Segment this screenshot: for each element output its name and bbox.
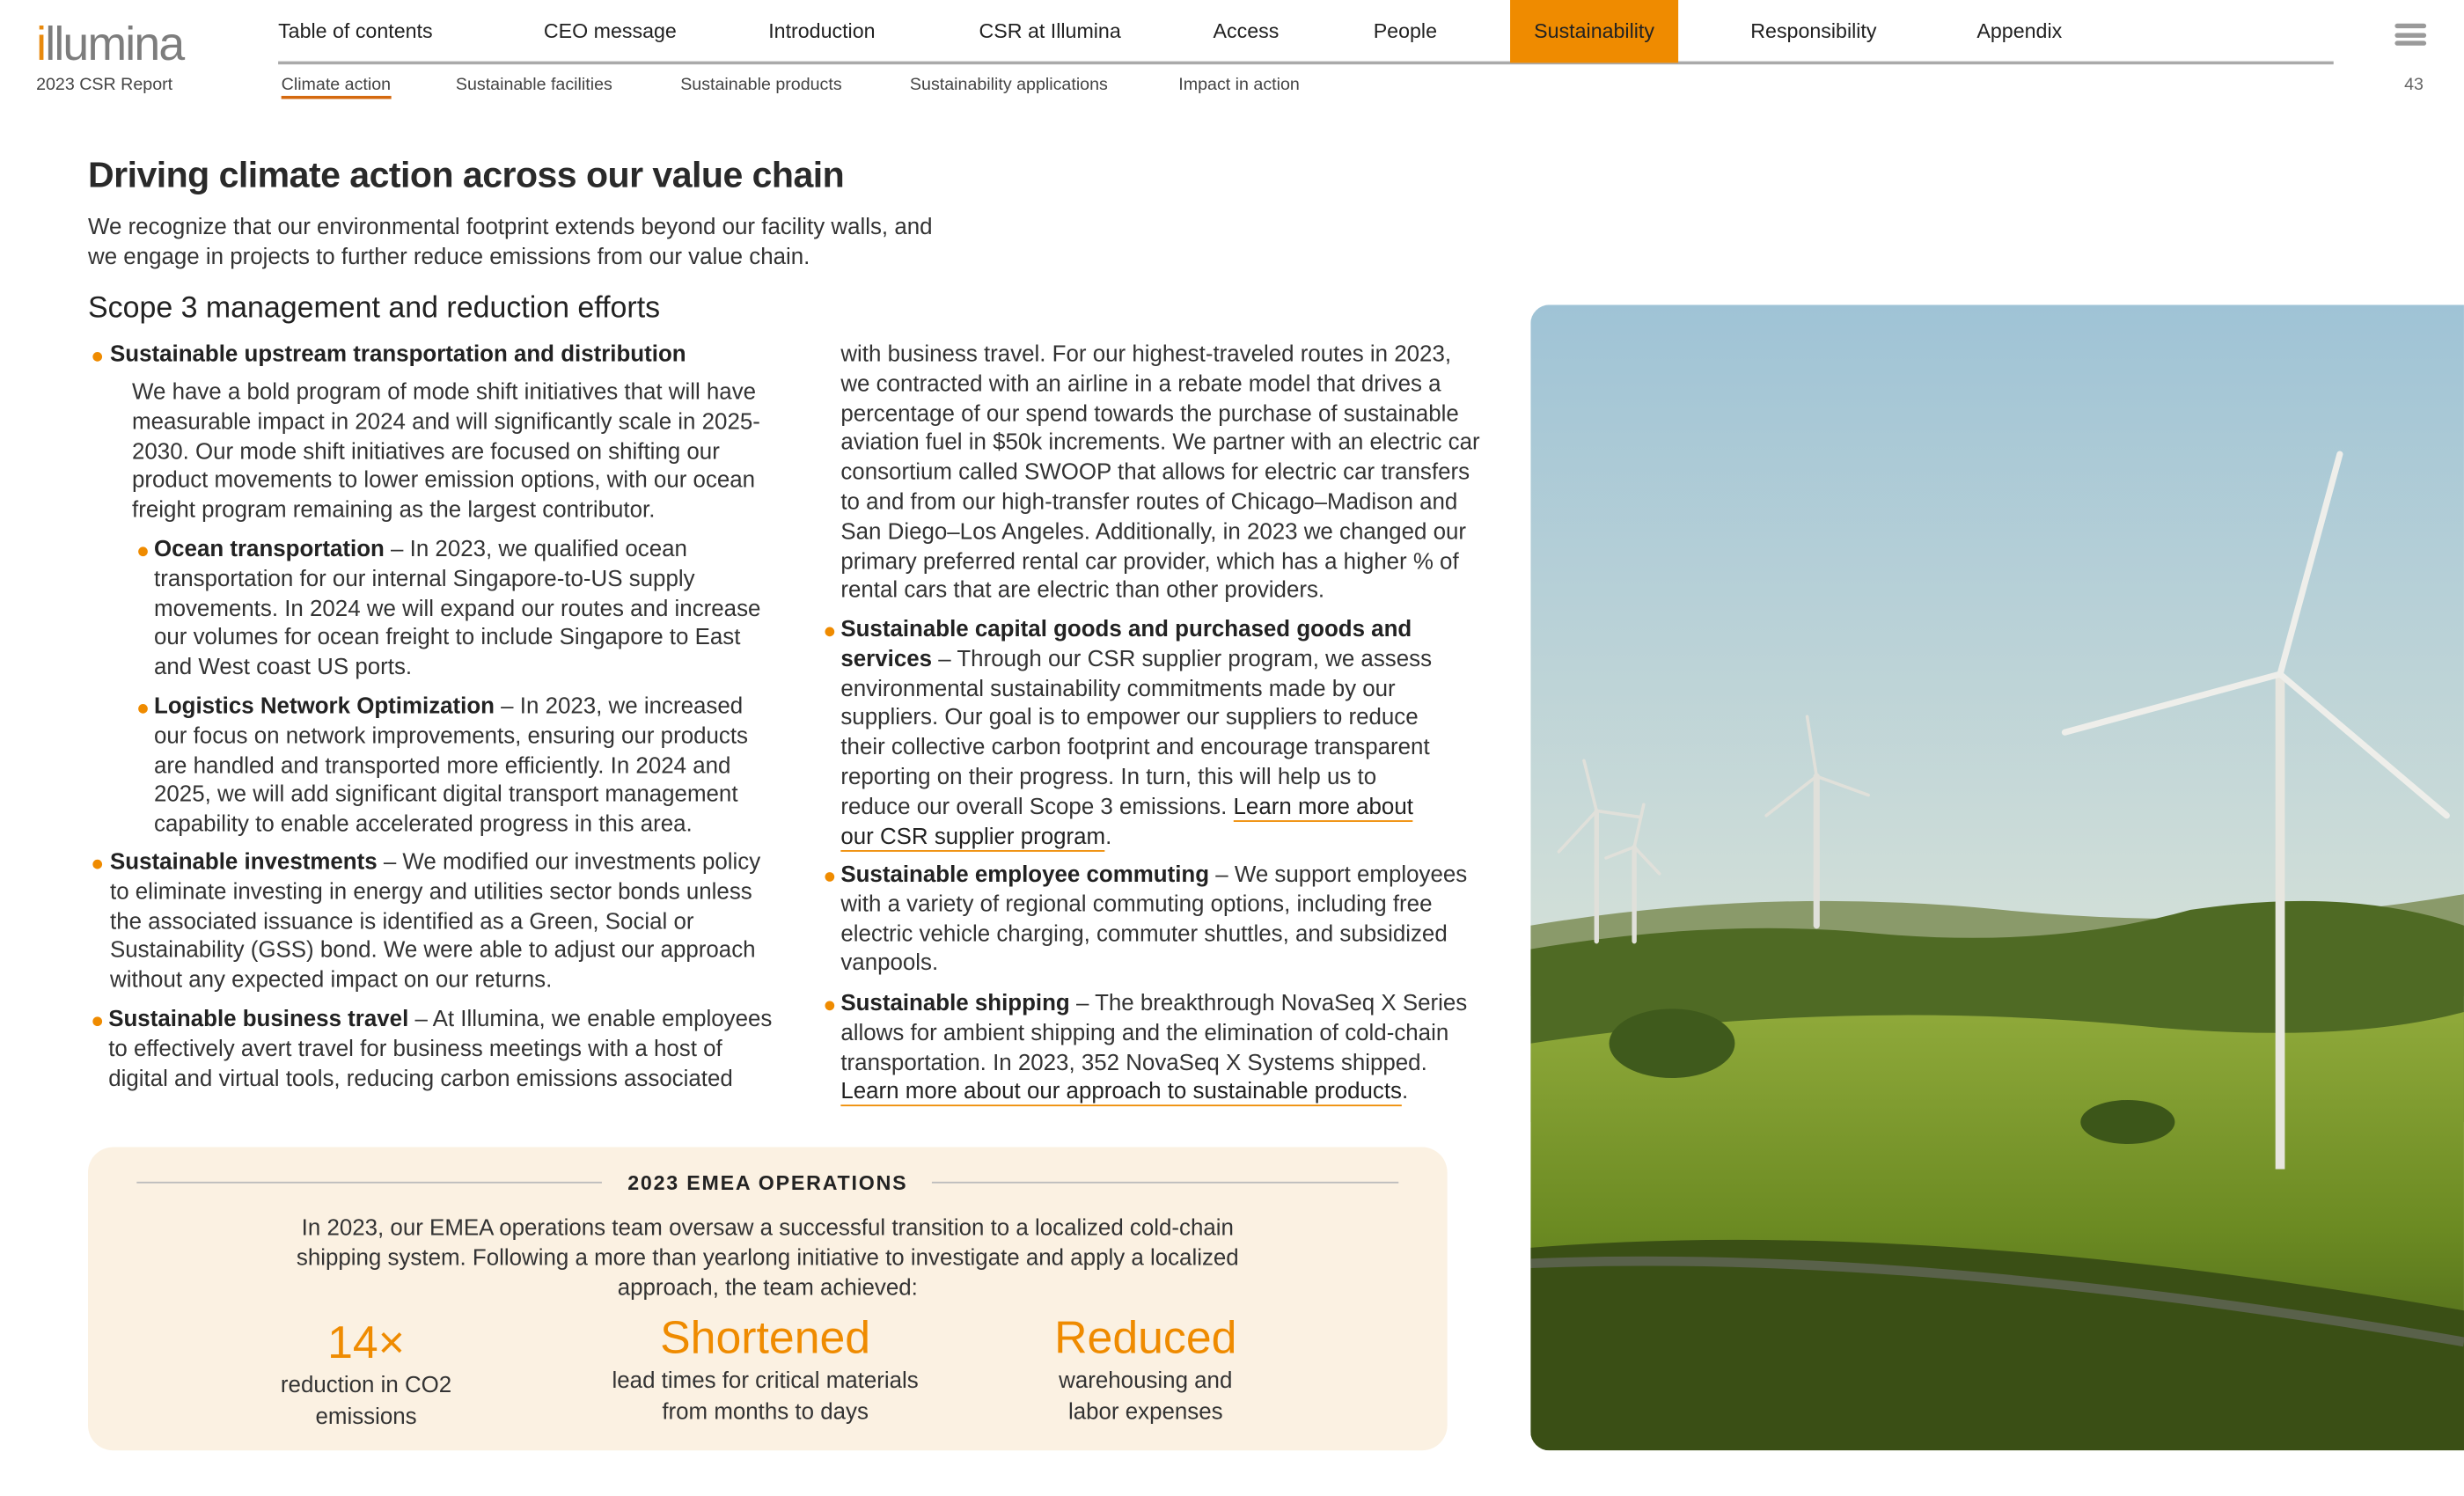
stat-label: reduction in CO2 emissions [280,1373,452,1430]
stat-warehousing [957,1312,1334,1428]
logistics-item [154,693,774,840]
subnav-sustainable-facilities[interactable]: Sustainable facilities [455,75,612,95]
report-title: 2023 CSR Report [36,75,173,95]
sustainable-products-link[interactable]: Learn more about our approach to sustainable products [840,1080,1403,1106]
subnav-impact-in-action[interactable]: Impact in action [1178,75,1300,95]
upstream-body: We have a bold program of mode shift initiatives that will have measurable impact in 2024 and will significantly scale in 2025-2030. Our mode shift initiatives are focused on shifting our product movements to lower emission options, with our ocean freight program remaining as the largest contributor. [131,380,760,524]
nav-people[interactable]: People [1373,18,1437,43]
nav-divider [278,62,2334,65]
shipping-item: Sustainable shipping – The breakthrough NovaSeq X Series allows for ambient shipping and the elimination of cold-chain transportation. In 2023, 352 NovaSeq X Systems shipped. Learn more about our approach to sustainable products. [840,991,1468,1106]
ocean-text: – In 2023, we qualified ocean transportation for our internal Singapore-to-US supply movements. In 2024 we will expand our routes and increase our volumes for ocean freight to include Singapore to East and West coast US ports. [153,537,761,681]
investments-item [110,848,776,996]
intro-text: We recognize that our environmental footprint extends beyond our facility walls, and we engage in projects to further reduce emissions from our value chain. [87,215,933,271]
page-title: Driving climate action across our value chain [87,153,845,195]
nav-csr-at-illumina[interactable]: CSR at Illumina [979,18,1121,43]
commuting-item [840,862,1469,979]
capital-item: Sustainable capital goods and purchased goods and services – Through our CSR supplier program, we assess environmental sustainability commitments made by our suppliers. Our goal is to empower our suppliers to reduce their collective carbon footprint and encourage transparent reporting on their progress. In turn, this will help us to reduce our overall Scope 3 emissions. Learn more about our CSR supplier program. [840,617,1433,850]
shipping-title: Sustainable shipping [840,991,1070,1017]
investments-title: Sustainable investments [109,850,378,876]
travel-continued: with business travel. For our highest-traveled routes in 2023, we contracted with an airline in a rebate model that drives a percentage of our spend towards the purchase of sustainable aviation fuel in $50k increments. We partner with an electric car consortium called SWOOP that allows for electric car transfers to and from our high-transfer routes of Chicago–Madison and San Diego–Los Angeles. Additionally, in 2023 we changed our primary preferred rental car provider, which has a higher % of rental cars that are electric than other providers. [840,342,1480,605]
emea-text: In 2023, our EMEA operations team oversaw a successful transition to a localized cold-chain shipping system. Following a more than yearlong initiative to investigate and apply a localized approach, the team achieved: [296,1216,1239,1302]
bullet-icon [825,1001,834,1010]
travel-text: – At Illumina, we enable employees to effectively avert travel for business meetings with a host of digital and virtual tools, reducing carbon emissions associated [108,1007,773,1092]
bullet-icon [825,872,834,882]
wind-turbines-photo [1530,304,2464,1450]
hamburger-menu-icon[interactable] [2394,24,2426,49]
nav-appendix[interactable]: Appendix [1976,18,2063,43]
bullet-icon [92,1016,102,1026]
bullet-icon [138,546,148,556]
upstream-title: Sustainable upstream transportation and distribution [109,342,686,368]
commuting-title: Sustainable employee commuting [840,862,1210,888]
nav-table-of-contents[interactable]: Table of contents [278,18,433,43]
travel-item [108,1006,776,1095]
ocean-title: Ocean transportation [153,537,385,563]
capital-title: Sustainable capital goods and purchased goods and services [840,617,1412,672]
illumina-logo[interactable]: illumina [36,18,184,71]
bullet-icon [92,352,102,362]
bullet-icon [138,704,148,714]
nav-ceo-message[interactable]: CEO message [543,18,677,43]
nav-responsibility[interactable]: Responsibility [1750,18,1877,43]
csr-supplier-program-link[interactable]: Learn more about our CSR supplier program [840,795,1413,850]
bullet-icon [92,860,102,869]
stat-co2 [178,1312,555,1433]
shipping-text: – The breakthrough NovaSeq X Series allows for ambient shipping and the elimination of cold-chain transportation. In 2023, 352 NovaSeq X Systems shipped. [840,991,1468,1076]
nav-introduction[interactable]: Introduction [768,18,876,43]
nav-access[interactable]: Access [1213,18,1280,43]
stat-value: Shortened [660,1313,871,1364]
subnav-sustainable-products[interactable]: Sustainable products [680,75,842,95]
logistics-text: – In 2023, we increased our focus on network improvements, ensuring our products are handled and transported more efficiently. In 2024 and 2025, we will add significant digital transport management capability to enable accelerated progress in this area. [153,694,748,839]
ocean-item [154,536,774,684]
section-title: Scope 3 management and reduction efforts [87,292,661,326]
nav-sustainability[interactable]: Sustainability [1510,0,1678,62]
subnav-climate-action[interactable]: Climate action [282,76,391,99]
logistics-title: Logistics Network Optimization [153,694,495,720]
investments-text: – We modified our investments policy to eliminate investing in energy and utilities sector bonds unless the associated issuance is identified as a Green, Social or Sustainability (GSS) bond. We were able to adjust our approach without any expected impact on our returns. [109,850,761,994]
travel-title: Sustainable business travel [108,1007,409,1033]
commuting-text: – We support employees with a variety of regional commuting options, including free electric vehicle charging, commuter shuttles, and subsidized vanpools. [840,862,1468,977]
bullet-icon [825,627,834,636]
emea-title: 2023 EMEA OPERATIONS [627,1170,908,1195]
emea-operations-callout [88,1148,1448,1451]
stat-value: 14× [327,1318,405,1369]
capital-text: – Through our CSR supplier program, we assess environmental sustainability commitments made by our suppliers. Our goal is to empower our suppliers to reduce their collective carbon footprint and encourage transparent reporting on their progress. In turn, this will help us to reduce our overall Scope 3 emissions. [840,647,1433,820]
stat-label: lead times for critical materials from months to days [612,1368,919,1426]
page-number: 43 [2404,75,2424,95]
stat-label: warehousing and labor expenses [1059,1368,1233,1426]
stat-lead-times [576,1312,954,1428]
subnav-sustainability-applications[interactable]: Sustainability applications [909,75,1108,95]
stat-value: Reduced [1054,1313,1237,1364]
